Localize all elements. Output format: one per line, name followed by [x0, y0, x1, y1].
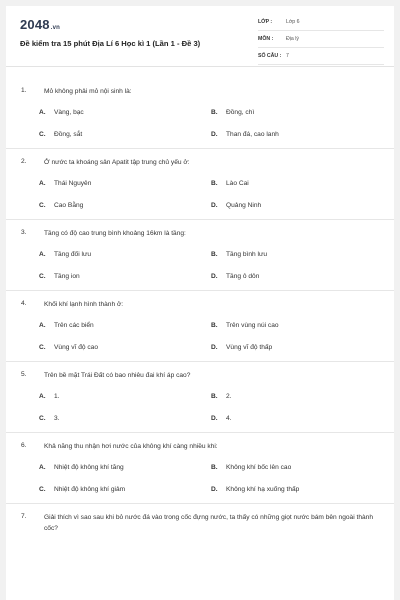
option-letter: D. — [211, 273, 218, 280]
option-letter: B. — [211, 109, 218, 116]
meta-class-row — [258, 16, 384, 31]
option-letter: A. — [39, 180, 46, 187]
question-number: 2. — [21, 158, 27, 165]
exam-page — [6, 6, 394, 600]
question-text: Khối khí lạnh hình thành ở: — [44, 301, 124, 308]
exam-meta — [258, 16, 384, 67]
option-text: Thái Nguyên — [54, 180, 92, 187]
option-letter: A. — [39, 109, 46, 116]
exam-title: Đề kiểm tra 15 phút Địa Lí 6 Học kì 1 (Lần 1 - Đề 3) — [20, 39, 201, 48]
meta-count-value: 7 — [286, 53, 289, 59]
question-divider — [6, 290, 394, 291]
option-text: Vùng vĩ độ thấp — [226, 344, 273, 351]
option-letter: A. — [39, 393, 46, 400]
meta-class-label: LỚP : — [258, 19, 273, 25]
question-number: 7. — [21, 513, 27, 520]
question-text: Mỏ không phải mỏ nội sinh là: — [44, 88, 132, 95]
option-text: Than đá, cao lanh — [226, 131, 279, 138]
option-letter: D. — [211, 415, 218, 422]
option-letter: D. — [211, 486, 218, 493]
option-letter: C. — [39, 415, 46, 422]
option-letter: C. — [39, 202, 46, 209]
logo-main: 2048 — [20, 17, 50, 32]
option-letter: B. — [211, 464, 218, 471]
meta-subject-label: MÔN : — [258, 36, 274, 42]
meta-count-row — [258, 50, 384, 65]
option-text: Tầng bình lưu — [226, 251, 268, 258]
question-divider — [6, 503, 394, 504]
question-divider — [6, 219, 394, 220]
option-text: Tầng ion — [54, 273, 80, 280]
meta-subject-row — [258, 33, 384, 48]
question-number: 3. — [21, 229, 27, 236]
option-text: 4. — [226, 415, 232, 422]
question-text: Trên bề mặt Trái Đất có bao nhiêu đai khí áp cao? — [44, 372, 191, 379]
option-text: Không khí hạ xuống thấp — [226, 486, 300, 493]
meta-subject-value: Địa lý — [286, 36, 299, 42]
option-text: Không khí bốc lên cao — [226, 464, 292, 471]
option-text: Cao Bằng — [54, 202, 84, 209]
option-letter: C. — [39, 131, 46, 138]
question-text: Ở nước ta khoáng sản Apatit tập trung chủ yếu ở: — [44, 159, 190, 166]
question-text: Khả năng thu nhận hơi nước của không khí càng nhiều khi: — [44, 443, 218, 450]
question-number: 4. — [21, 300, 27, 307]
option-text: Vàng, bạc — [54, 109, 84, 116]
option-letter: B. — [211, 322, 218, 329]
meta-class-value: Lớp 6 — [286, 19, 300, 25]
question-divider — [6, 432, 394, 433]
option-text: Lào Cai — [226, 180, 249, 187]
option-text: Đồng, sắt — [54, 131, 83, 138]
option-letter: B. — [211, 393, 218, 400]
option-text: Tầng ô dôn — [226, 273, 260, 280]
option-letter: A. — [39, 464, 46, 471]
option-letter: C. — [39, 486, 46, 493]
site-logo[interactable] — [20, 17, 60, 32]
option-text: Trên các biển — [54, 322, 94, 329]
option-text: Trên vùng núi cao — [226, 322, 279, 329]
option-letter: B. — [211, 180, 218, 187]
exam-header — [6, 6, 394, 67]
option-text: Tầng đối lưu — [54, 251, 92, 258]
option-letter: D. — [211, 344, 218, 351]
question-number: 1. — [21, 87, 27, 94]
option-letter: C. — [39, 344, 46, 351]
option-text: 3. — [54, 415, 60, 422]
question-divider — [6, 361, 394, 362]
option-text: 1. — [54, 393, 60, 400]
option-text: Nhiệt độ không khí tăng — [54, 464, 124, 471]
logo-suffix: .vn — [50, 25, 61, 31]
question-number: 6. — [21, 442, 27, 449]
option-letter: C. — [39, 273, 46, 280]
option-letter: B. — [211, 251, 218, 258]
question-number: 5. — [21, 371, 27, 378]
option-text: Đồng, chì — [226, 109, 255, 116]
option-letter: D. — [211, 202, 218, 209]
option-text: Vùng vĩ độ cao — [54, 344, 98, 351]
option-letter: A. — [39, 322, 46, 329]
option-letter: A. — [39, 251, 46, 258]
option-text: Nhiệt độ không khí giảm — [54, 486, 126, 493]
meta-count-label: SỐ CÂU : — [258, 53, 282, 59]
option-letter: D. — [211, 131, 218, 138]
question-text: Giải thích vì sao sau khi bỏ nước đá vào trong cốc đựng nước, ta thấy có những giọt nước bám bên ngoài thành cốc? — [44, 514, 374, 532]
option-text: 2. — [226, 393, 232, 400]
question-divider — [6, 148, 394, 149]
option-text: Quảng Ninh — [226, 202, 262, 209]
question-text: Tầng có độ cao trung bình khoảng 16km là tầng: — [44, 230, 186, 237]
